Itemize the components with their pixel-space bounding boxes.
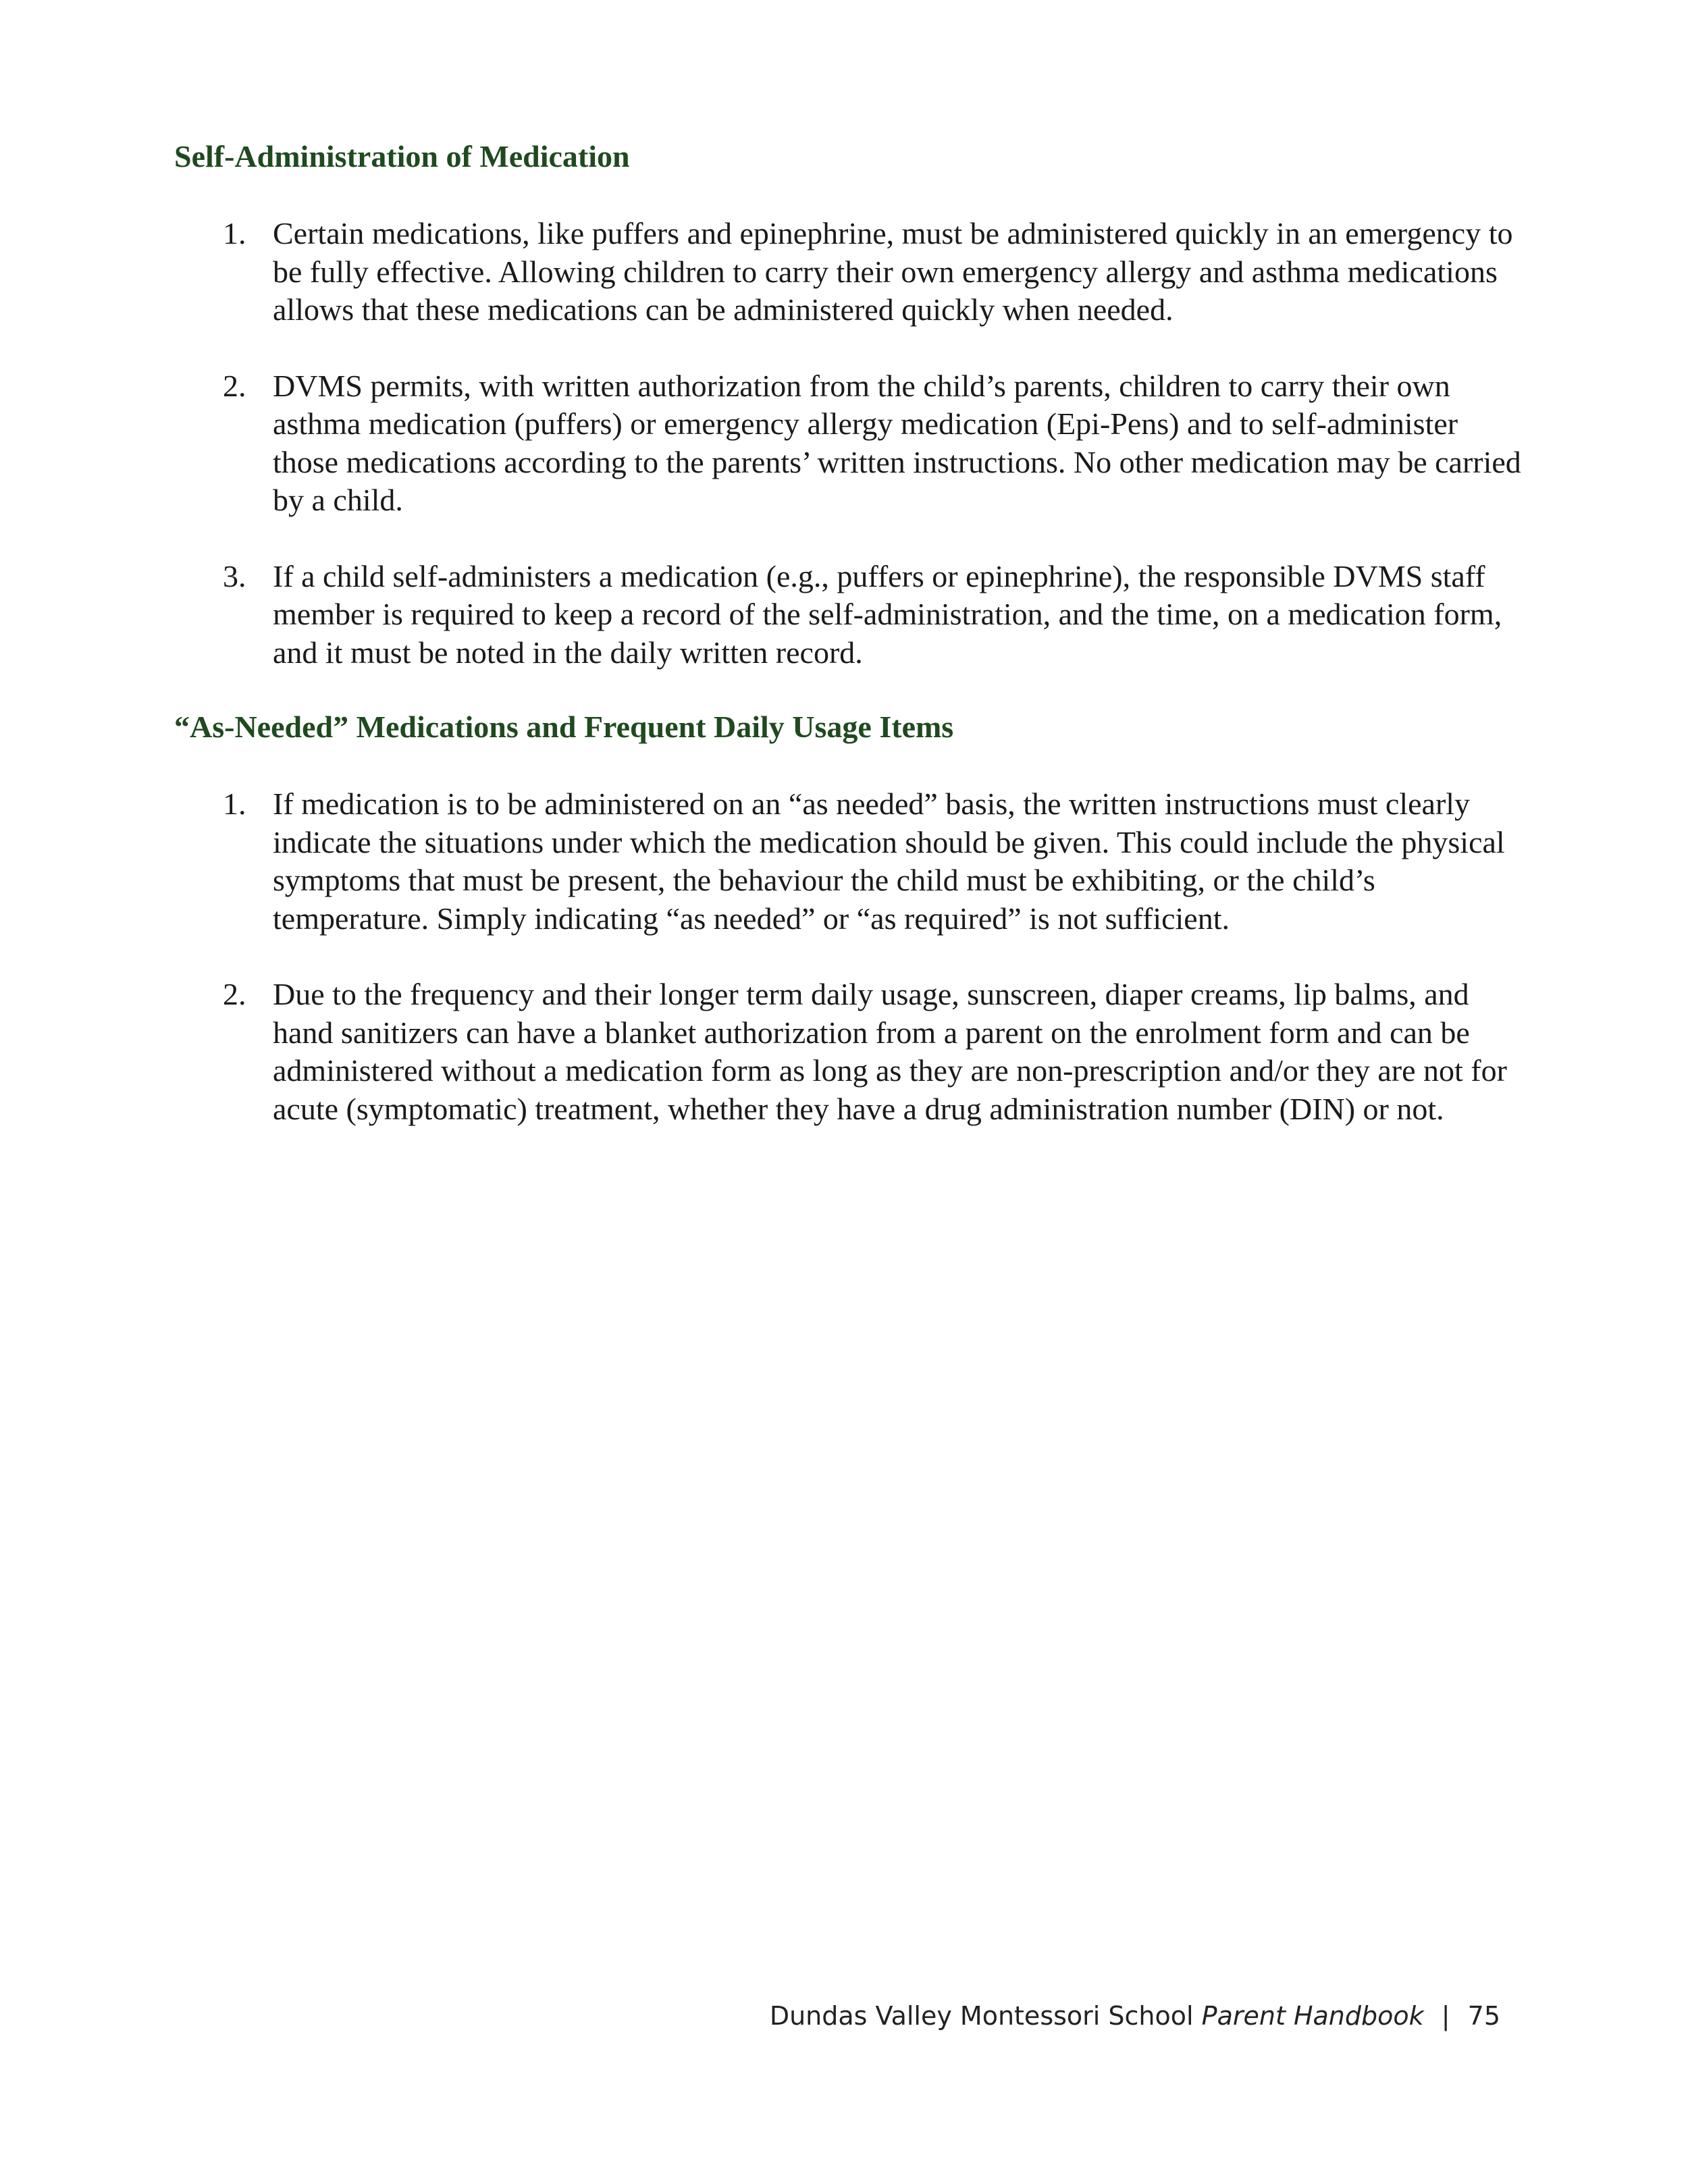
list-item [0,785,1522,938]
list-item-text: If medication is to be administered on an “as needed” basis, the written instructions must clearly indicate the situations under which the medication should be given. This could include the physical symptoms that must be present, the behaviour the child must be exhibiting, or the child’s temperature. Simply indicating “as needed” or “as required” is not sufficient. [273,787,1505,936]
list-item-number: 2. [223,977,246,1011]
as-needed-list [0,785,1522,1166]
list-item-text: DVMS permits, with written authorization from the child’s parents, children to carry their own asthma medication (puffers) or emergency allergy medication (Epi-Pens) and to self-administer those medications according to the parents’ written instructions. No other medication may be carried by a child. [273,368,1521,517]
list-item [0,558,1522,672]
page-footer [770,2000,1500,2032]
list-item-number: 3. [223,558,246,593]
list-item [0,215,1522,329]
page-number: 75 [1467,2001,1500,2031]
section-heading-self-administration: Self-Administration of Medication [174,139,630,174]
self-administration-list [0,215,1522,710]
footer-separator: | [1441,2001,1450,2031]
list-item [0,976,1522,1128]
list-item-text: If a child self-administers a medication (e.g., puffers or epinephrine), the responsible DVMS staff member is required to keep a record of the self-administration, and the time, on a medication form, and it must be noted in the daily written record. [273,558,1502,670]
list-item-text: Due to the frequency and their longer term daily usage, sunscreen, diaper creams, lip balms, and hand sanitizers can have a blanket authorization from a parent on the enrolment form and can be administered without a medication form as long as they are non-prescription and/or they are not for acute (symptomatic) treatment, whether they have a drug administration number (DIN) or not. [273,977,1507,1126]
footer-school-name: Dundas Valley Montessori School [769,2001,1194,2031]
footer-handbook-title: Parent Handbook [1201,2001,1424,2031]
list-item [0,367,1522,520]
section-heading-as-needed: “As-Needed” Medications and Frequent Daily Usage Items [174,710,954,744]
list-item-number: 2. [223,368,246,403]
list-item-number: 1. [223,216,246,250]
list-item-number: 1. [223,787,246,821]
list-item-text: Certain medications, like puffers and epinephrine, must be administered quickly in an emergency to be fully effective. Allowing children to carry their own emergency allergy and asthma medications allows that these medications can be administered quickly when needed. [273,216,1513,327]
